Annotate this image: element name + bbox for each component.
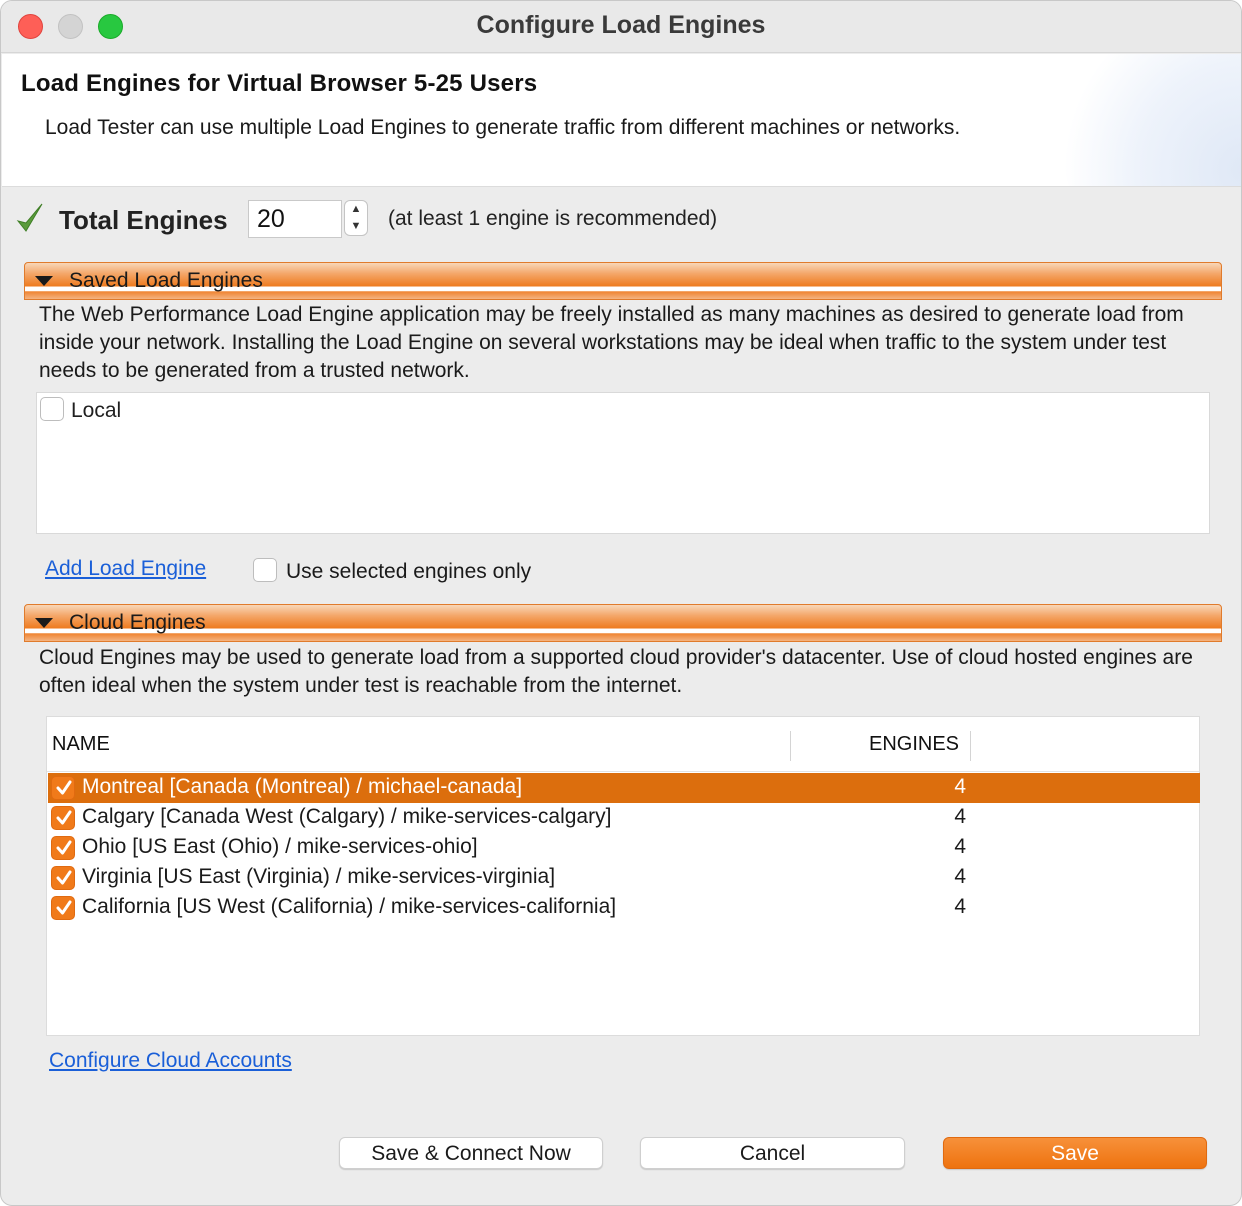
row-engine-count: 4 [954, 835, 966, 858]
dialog-header-description: Load Tester can use multiple Load Engines to generate traffic from different machines or networks. [45, 116, 961, 139]
column-header-name[interactable]: NAME [52, 733, 110, 755]
window-title: Configure Load Engines [476, 11, 766, 39]
cloud-engines-description: Cloud Engines may be used to generate load from a supported cloud provider's datacenter. Use of cloud hosted engines are often ideal when the system under test is reachable from the internet. [39, 646, 1193, 697]
list-item[interactable] [37, 395, 1209, 425]
saved-engines-section-title: Saved Load Engines [69, 269, 263, 292]
row-engine-name: Ohio [US East (Ohio) / mike-services-ohio] [82, 835, 478, 858]
use-selected-engines-checkbox[interactable] [253, 558, 277, 582]
total-engines-label: Total Engines [59, 205, 228, 235]
table-row[interactable] [48, 863, 1200, 893]
row-engine-name: Virginia [US East (Virginia) / mike-services-virginia] [82, 865, 556, 888]
column-divider[interactable] [970, 731, 971, 761]
table-row[interactable] [48, 773, 1200, 803]
row-engine-name: Calgary [Canada West (Calgary) / mike-services-calgary] [82, 805, 612, 828]
title-bar [1, 1, 1241, 53]
collapse-triangle-icon[interactable] [35, 618, 53, 628]
stepper-down-icon[interactable]: ▼ [350, 220, 362, 232]
table-row[interactable] [48, 803, 1200, 833]
row-checkbox[interactable] [51, 866, 75, 890]
header-decoration [1062, 54, 1242, 187]
total-engines-hint: (at least 1 engine is recommended) [388, 207, 718, 230]
local-engine-checkbox[interactable] [40, 397, 64, 421]
checkmark-icon [55, 838, 73, 858]
add-load-engine-link[interactable]: Add Load Engine [45, 557, 207, 580]
column-header-engines[interactable]: ENGINES [869, 733, 960, 755]
checkmark-icon [55, 898, 73, 918]
table-row[interactable] [48, 833, 1200, 863]
row-engine-count: 4 [954, 865, 966, 888]
cloud-engines-section-title: Cloud Engines [69, 611, 206, 634]
checkmark-icon [55, 778, 73, 798]
row-checkbox[interactable] [51, 836, 75, 860]
table-row[interactable] [48, 893, 1200, 923]
use-selected-engines-label: Use selected engines only [286, 560, 532, 583]
total-engines-row [15, 197, 915, 243]
save-and-connect-button[interactable]: Save & Connect Now [339, 1137, 603, 1169]
row-engine-count: 4 [954, 805, 966, 828]
checkmark-icon [55, 868, 73, 888]
save-button[interactable]: Save [943, 1137, 1207, 1169]
total-engines-stepper[interactable] [344, 200, 368, 236]
saved-engines-list[interactable] [36, 392, 1210, 534]
stepper-up-icon[interactable]: ▲ [350, 203, 362, 215]
local-engine-label: Local [71, 399, 122, 422]
row-engine-count: 4 [954, 775, 966, 798]
valid-check-icon [15, 201, 45, 235]
row-engine-name: California [US West (California) / mike-services-california] [82, 895, 617, 918]
collapse-triangle-icon[interactable] [35, 276, 53, 286]
configure-cloud-accounts-link[interactable]: Configure Cloud Accounts [49, 1049, 292, 1072]
saved-engines-section-header[interactable] [24, 262, 1222, 300]
dialog-header-title: Load Engines for Virtual Browser 5-25 Users [21, 70, 538, 97]
row-engine-name: Montreal [Canada (Montreal) / michael-canada] [82, 775, 523, 798]
checkmark-icon [55, 808, 73, 828]
total-engines-input[interactable] [248, 200, 342, 238]
cloud-engines-table[interactable] [46, 716, 1200, 1036]
table-header-divider [47, 771, 1199, 772]
saved-engines-description: The Web Performance Load Engine application may be freely installed as many machines as desired to generate load from inside your network. Installing the Load Engine on several workstations may be ideal when traffic to the system under test needs to be generated from a trusted network. [39, 303, 1184, 382]
row-checkbox[interactable] [51, 806, 75, 830]
row-engine-count: 4 [954, 895, 966, 918]
cancel-button[interactable]: Cancel [640, 1137, 905, 1169]
dialog-header [2, 54, 1242, 187]
row-checkbox[interactable] [51, 776, 75, 800]
cloud-engines-section-header[interactable] [24, 604, 1222, 642]
row-checkbox[interactable] [51, 896, 75, 920]
column-divider[interactable] [790, 731, 791, 761]
